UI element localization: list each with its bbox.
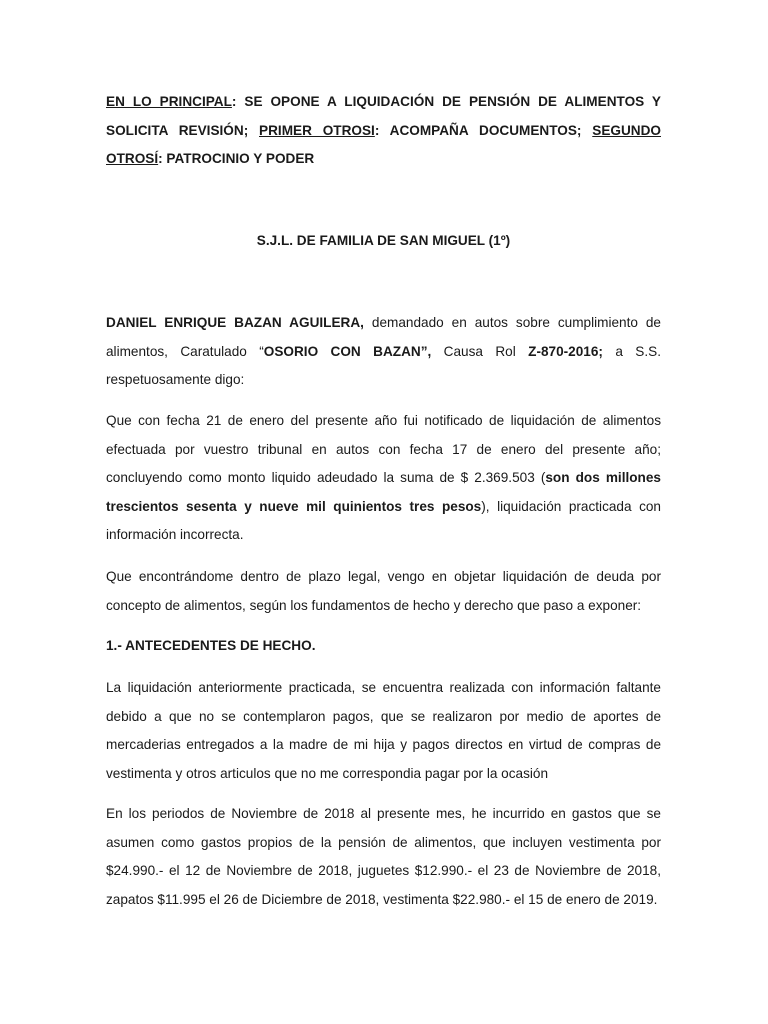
document-heading	[106, 88, 661, 174]
notification-text-1: Que con fecha 21 de enero del presente año fui notificado de liquidación de alimentos efectuada por vuestro tribunal en autos con fecha 17 de enero del presente año; concluyendo como monto liquido adeudado la suma de $ 2.369.503 (	[106, 413, 661, 485]
antecedentes-paragraph: La liquidación anteriormente practicada, se encuentra realizada con información faltante debido a que no se contemplaron pagos, que se realizaron por medio de aportes de mercaderias entregados a la madre de mi hija y pagos directos en virtud de compras de vestimenta y otros articulos que no me correspondia pagar por la ocasión	[106, 680, 661, 781]
court-name: S.J.L. DE FAMILIA DE SAN MIGUEL (1º)	[256, 233, 511, 248]
case-caption: OSORIO CON BAZAN”,	[263, 343, 432, 359]
intro-text-3: a S.S. respetuosamente digo:	[106, 343, 661, 387]
intro-text-1: demandado en autos sobre cumplimiento de alimentos, Caratulado “	[106, 315, 661, 359]
amount-in-words: son dos millones trescientos sesenta y nueve mil quinientos tres pesos	[106, 470, 661, 514]
objection-paragraph: Que encontrándome dentro de plazo legal, vengo en objetar liquidación de deuda por concepto de alimentos, según los fundamentos de hecho y derecho que paso a exponer:	[106, 569, 661, 613]
principal-text: : SE OPONE A LIQUIDACIÓN DE PENSIÓN DE ALIMENTOS Y SOLICITA REVISIÓN;	[106, 94, 661, 138]
intro-paragraph	[106, 309, 661, 395]
segundo-otrosi-text: : PATROCINIO Y PODER	[158, 151, 315, 166]
intro-text-2: Causa Rol	[431, 343, 529, 359]
section-heading-antecedentes: 1.- ANTECEDENTES DE HECHO.	[106, 638, 316, 653]
defendant-name: DANIEL ENRIQUE BAZAN AGUILERA,	[106, 315, 364, 330]
segundo-otrosi-label: SEGUNDO OTROSÍ	[106, 122, 661, 166]
case-rol: Z-870-2016;	[528, 343, 603, 359]
primer-otrosi-text: : ACOMPAÑA DOCUMENTOS;	[374, 122, 593, 138]
principal-label: EN LO PRINCIPAL	[106, 94, 232, 109]
notification-text-2: ), liquidación practicada con información incorrecta.	[106, 498, 661, 542]
primer-otrosi-label: PRIMER OTROSI	[259, 122, 375, 138]
expenses-paragraph: En los periodos de Noviembre de 2018 al presente mes, he incurrido en gastos que se asumen como gastos propios de la pensión de alimentos, que incluyen vestimenta por $24.990.- el 12 de Noviembre de 2018, juguetes $12.990.- el 23 de Noviembre de 2018, zapatos $11.995 el 26 de Diciembre de 2018, vestimenta $22.980.- el 15 de enero de 2019.	[106, 806, 661, 907]
notification-paragraph	[106, 407, 661, 550]
